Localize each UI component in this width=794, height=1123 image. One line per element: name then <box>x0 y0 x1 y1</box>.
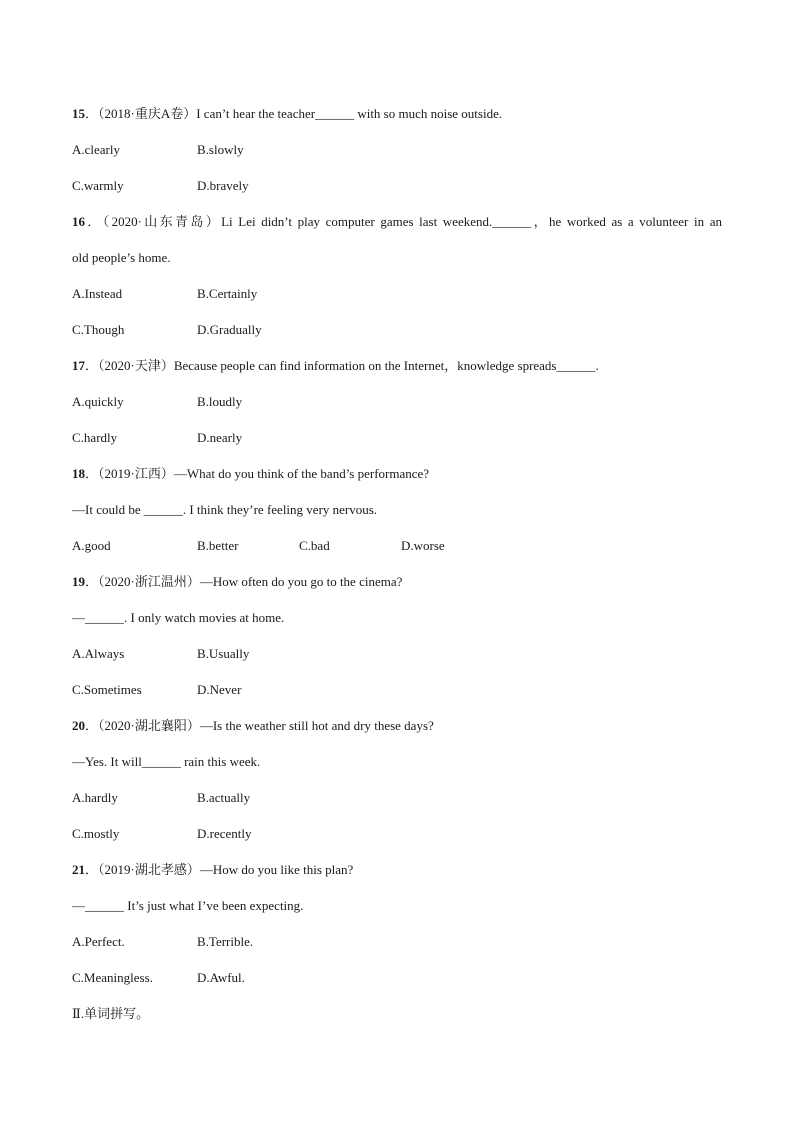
question-source: ．（2019·江西） <box>85 466 174 481</box>
option-a: A.good <box>72 538 111 553</box>
question-16-stem-continued <box>72 249 722 267</box>
option-b: B.better <box>197 538 239 553</box>
option-c: C.Meaningless. <box>72 970 153 985</box>
question-17-stem <box>72 357 722 375</box>
question-number: 17 <box>72 358 85 373</box>
question-18-dialogue <box>72 501 722 519</box>
question-20-stem <box>72 717 722 735</box>
question-21-dialogue <box>72 897 722 915</box>
question-19-dialogue <box>72 609 722 627</box>
option-b: B.slowly <box>197 142 244 157</box>
option-d: D.recently <box>197 826 252 841</box>
option-a: A.clearly <box>72 142 121 157</box>
question-source: ．（2019·湖北孝感） <box>85 862 200 877</box>
option-d: D.Never <box>197 682 242 697</box>
question-number: 19 <box>72 574 85 589</box>
question-source: ．（2020·湖北襄阳） <box>85 718 200 733</box>
option-d: D.bravely <box>197 178 249 193</box>
option-b: B.Terrible. <box>197 934 254 949</box>
option-b: B.Certainly <box>197 286 258 301</box>
question-text: —How do you like this plan? <box>199 862 354 877</box>
option-c: C.bad <box>299 538 330 553</box>
option-c: C.warmly <box>72 178 124 193</box>
option-c: C.hardly <box>72 430 118 445</box>
question-number: 18 <box>72 466 85 481</box>
question-number: 21 <box>72 862 85 877</box>
option-a: A.hardly <box>72 790 118 805</box>
question-source: ．（2020·浙江温州） <box>85 574 200 589</box>
option-a: A.Perfect. <box>72 934 125 949</box>
question-text: —______. I only watch movies at home. <box>72 610 285 625</box>
question-text: —Is the weather still hot and dry these days? <box>199 718 434 733</box>
option-b: B.actually <box>197 790 251 805</box>
question-number: 16 <box>72 214 85 229</box>
question-20-dialogue <box>72 753 722 771</box>
section-heading-spelling: Ⅱ.单词拼写。 <box>72 1006 150 1021</box>
question-15-stem <box>72 105 722 123</box>
question-text: —It could be ______. I think they’re feeling very nervous. <box>72 502 378 517</box>
option-d: D.nearly <box>197 430 243 445</box>
question-21-stem <box>72 861 722 879</box>
option-b: B.Usually <box>197 646 250 661</box>
option-b: B.loudly <box>197 394 243 409</box>
question-text: old people’s home. <box>72 250 171 265</box>
option-d: D.Awful. <box>197 970 245 985</box>
question-source: ．（2018·重庆A卷） <box>85 106 197 121</box>
option-a: A.Instead <box>72 286 123 301</box>
question-number: 20 <box>72 718 85 733</box>
question-text: —What do you think of the band’s performance? <box>173 466 430 481</box>
option-c: C.Though <box>72 322 125 337</box>
question-text: I can’t hear the teacher______ with so much noise outside. <box>196 106 503 121</box>
option-a: A.Always <box>72 646 125 661</box>
question-text: Li Lei didn’t play computer games last weekend.______，he worked as a volunteer in an <box>221 214 722 229</box>
option-a: A.quickly <box>72 394 124 409</box>
question-number: 15 <box>72 106 85 121</box>
question-text: —Yes. It will______ rain this week. <box>72 754 261 769</box>
question-source: ．（2020·山东青岛） <box>85 214 222 229</box>
question-text: —How often do you go to the cinema? <box>199 574 403 589</box>
option-d: D.worse <box>401 538 445 553</box>
question-source: ．（2020·天津） <box>85 358 174 373</box>
option-c: C.mostly <box>72 826 120 841</box>
question-18-stem <box>72 465 722 483</box>
option-c: C.Sometimes <box>72 682 142 697</box>
question-16-stem <box>72 213 722 231</box>
question-19-stem <box>72 573 722 591</box>
question-text: Because people can find information on the Internet，knowledge spreads______. <box>173 358 599 373</box>
option-d: D.Gradually <box>197 322 262 337</box>
question-text: —______ It’s just what I’ve been expecting. <box>72 898 304 913</box>
